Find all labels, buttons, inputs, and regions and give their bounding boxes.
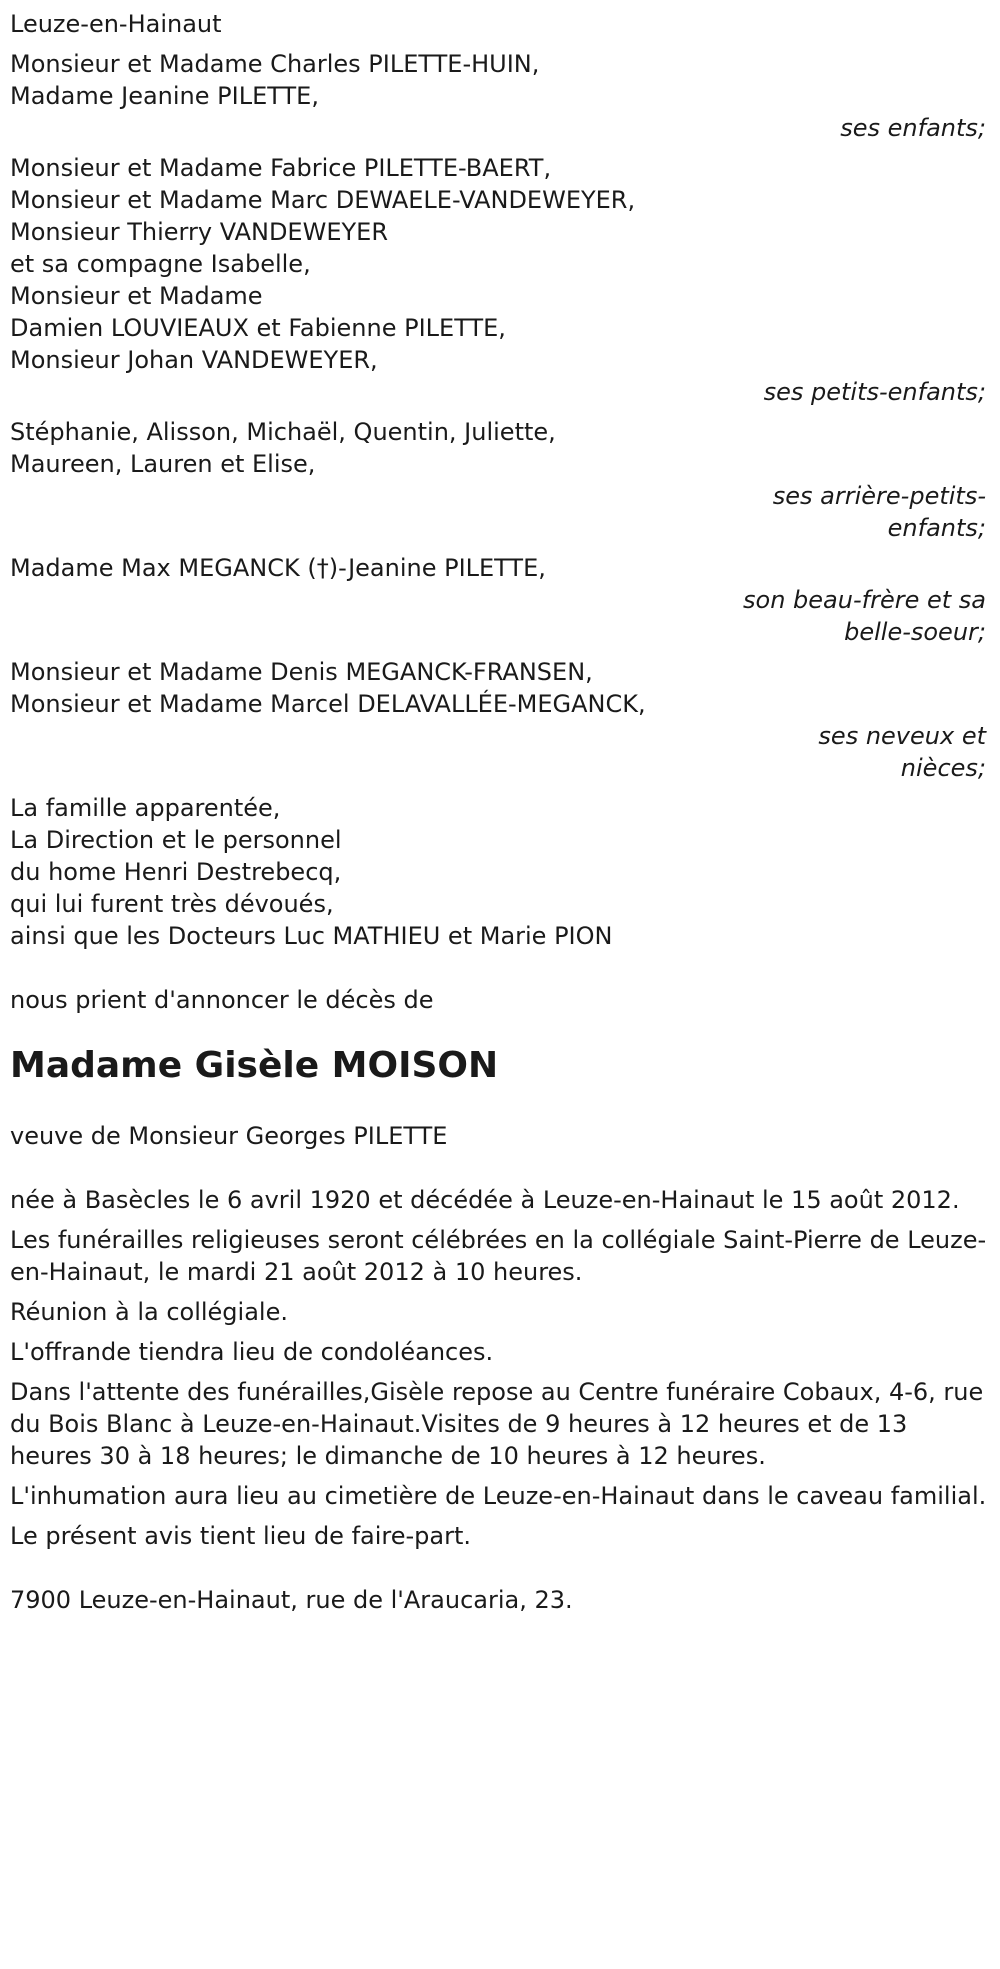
detail-paragraph: L'inhumation aura lieu au cimetière de Leuze-en-Hainaut dans le caveau familial. xyxy=(10,1482,987,1510)
detail-paragraph: L'offrande tiendra lieu de condoléances. xyxy=(10,1338,494,1366)
in-laws-group xyxy=(10,552,990,648)
relation-label: ses neveux et nièces; xyxy=(818,722,986,782)
detail-paragraph: Réunion à la collégiale. xyxy=(10,1298,288,1326)
family-name-line: La famille apparentée, xyxy=(10,794,281,822)
family-name-line: Monsieur et Madame xyxy=(10,282,263,310)
family-name-line: Madame Max MEGANCK (†)-Jeanine PILETTE, xyxy=(10,554,546,582)
deceased-name: Madame Gisèle MOISON xyxy=(10,1045,499,1086)
family-name-line: Maureen, Lauren et Elise, xyxy=(10,450,316,478)
grandchildren-group xyxy=(10,152,990,408)
relation-label: son beau-frère et sa belle-soeur; xyxy=(743,586,986,646)
children-group xyxy=(10,48,990,144)
family-name-line: La Direction et le personnel xyxy=(10,826,342,854)
widow-of-text: veuve de Monsieur Georges PILETTE xyxy=(10,1122,448,1150)
detail-paragraph: Le présent avis tient lieu de faire-part. xyxy=(10,1522,472,1550)
location-heading: Leuze-en-Hainaut xyxy=(10,10,222,38)
family-name-line: Monsieur et Madame Fabrice PILETTE-BAERT, xyxy=(10,154,552,182)
others-group xyxy=(10,792,990,952)
detail-paragraph: Dans l'attente des funérailles,Gisèle repose au Centre funéraire Cobaux, 4-6, rue du Bois Blanc à Leuze-en-Hainaut.Visites de 9 heures à 12 heures et de 13 heures 30 à 18 heures; le dimanche de 10 heures à 12 heures. xyxy=(10,1378,984,1470)
detail-paragraph: née à Basècles le 6 avril 1920 et décédée à Leuze-en-Hainaut le 15 août 2012. xyxy=(10,1186,960,1214)
detail-paragraph: Les funérailles religieuses seront célébrées en la collégiale Saint-Pierre de Leuze-en-Hainaut, le mardi 21 août 2012 à 10 heures. xyxy=(10,1226,987,1286)
family-name-line: Monsieur et Madame Marcel DELAVALLÉE-MEGANCK, xyxy=(10,690,646,718)
great-grandchildren-group xyxy=(10,416,990,544)
family-name-line: Stéphanie, Alisson, Michaël, Quentin, Juliette, xyxy=(10,418,556,446)
relation-label: ses petits-enfants; xyxy=(763,378,986,406)
family-name-line: Monsieur et Madame Charles PILETTE-HUIN, xyxy=(10,50,540,78)
family-name-line: du home Henri Destrebecq, xyxy=(10,858,342,886)
family-name-line: Monsieur et Madame Marc DEWAELE-VANDEWEYER, xyxy=(10,186,636,214)
obituary-notice xyxy=(10,8,990,1616)
family-name-line: Damien LOUVIEAUX et Fabienne PILETTE, xyxy=(10,314,506,342)
family-name-line: et sa compagne Isabelle, xyxy=(10,250,311,278)
family-name-line: ainsi que les Docteurs Luc MATHIEU et Marie PION xyxy=(10,922,613,950)
family-name-line: qui lui furent très dévoués, xyxy=(10,890,334,918)
relation-label: ses arrière-petits-enfants; xyxy=(772,482,986,542)
family-name-line: Monsieur Johan VANDEWEYER, xyxy=(10,346,378,374)
nephews-group xyxy=(10,656,990,784)
family-name-line: Madame Jeanine PILETTE, xyxy=(10,82,319,110)
details-section xyxy=(10,1184,990,1552)
relation-label: ses enfants; xyxy=(840,114,986,142)
family-name-line: Monsieur et Madame Denis MEGANCK-FRANSEN, xyxy=(10,658,593,686)
announcement-text: nous prient d'annoncer le décès de xyxy=(10,986,434,1014)
family-name-line: Monsieur Thierry VANDEWEYER xyxy=(10,218,388,246)
address-line: 7900 Leuze-en-Hainaut, rue de l'Araucaria, 23. xyxy=(10,1586,573,1614)
